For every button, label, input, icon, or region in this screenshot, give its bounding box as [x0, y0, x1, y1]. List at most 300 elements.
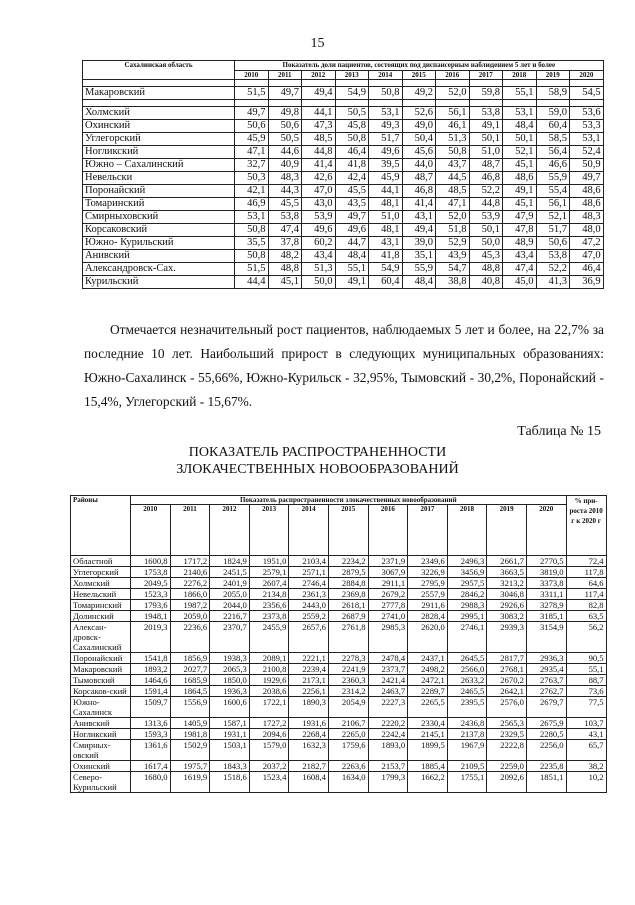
value-cell: 50,1 [469, 224, 503, 237]
value-cell: 2059,0 [170, 611, 210, 622]
value-cell: 44,6 [268, 146, 302, 159]
value-cell: 41,8 [335, 159, 369, 172]
value-cell: 2437,1 [408, 653, 448, 664]
value-cell: 45,6 [402, 146, 436, 159]
value-cell: 2436,8 [447, 718, 487, 729]
table-row [83, 211, 604, 224]
value-cell: 45,9 [235, 133, 269, 146]
value-cell: 52,0 [436, 211, 470, 224]
table-row [71, 600, 607, 611]
value-cell: 44,1 [369, 185, 403, 198]
value-cell: 2278,3 [328, 653, 368, 664]
value-cell: 55,1 [335, 263, 369, 276]
value-cell: 1361,6 [131, 740, 171, 761]
value-cell: 48,4 [503, 120, 537, 133]
region-name: Курильский [83, 276, 235, 289]
value-cell: 53,6 [570, 107, 604, 120]
growth-percent-cell: 56,2 [566, 622, 606, 653]
value-cell: 2242,4 [368, 729, 408, 740]
value-cell: 51,0 [469, 146, 503, 159]
table-row [83, 224, 604, 237]
region-name: Невельски [83, 172, 235, 185]
year-header: 2020 [526, 505, 566, 556]
value-cell: 1936,3 [210, 686, 250, 697]
value-cell: 3278,9 [526, 600, 566, 611]
value-cell: 50,8 [369, 87, 403, 100]
value-cell: 1987,2 [170, 600, 210, 611]
value-cell: 49,0 [402, 120, 436, 133]
value-cell: 1856,9 [170, 653, 210, 664]
value-cell: 1759,6 [328, 740, 368, 761]
value-cell: 48,0 [570, 224, 604, 237]
value-cell: 3067,9 [368, 567, 408, 578]
table-row [71, 556, 607, 567]
value-cell: 3226,9 [408, 567, 448, 578]
value-cell: 52,2 [469, 185, 503, 198]
value-cell: 2289,7 [408, 686, 448, 697]
value-cell: 2762,7 [526, 686, 566, 697]
region-name: Анивский [71, 718, 131, 729]
table-row [71, 664, 607, 675]
value-cell: 2935,4 [526, 664, 566, 675]
value-cell: 2618,1 [328, 600, 368, 611]
value-cell: 53,9 [469, 211, 503, 224]
value-cell: 2236,6 [170, 622, 210, 653]
region-name: Охинский [71, 761, 131, 772]
value-cell: 35,1 [402, 250, 436, 263]
region-name: Макаровский [71, 664, 131, 675]
value-cell: 53,1 [235, 211, 269, 224]
value-cell: 2241,9 [328, 664, 368, 675]
table-row [71, 622, 607, 653]
value-cell: 1503,1 [210, 740, 250, 761]
value-cell: 2421,4 [368, 675, 408, 686]
value-cell: 45,1 [503, 198, 537, 211]
value-cell: 47,9 [503, 211, 537, 224]
value-cell: 51,7 [369, 133, 403, 146]
table-row [71, 611, 607, 622]
value-cell: 1793,6 [131, 600, 171, 611]
value-cell: 50,6 [235, 120, 269, 133]
value-cell: 49,7 [235, 107, 269, 120]
value-cell: 3083,2 [487, 611, 527, 622]
value-cell: 50,8 [235, 224, 269, 237]
region-name: Холмский [71, 578, 131, 589]
year-header: 2015 [402, 71, 436, 80]
value-cell: 51,5 [235, 87, 269, 100]
value-cell: 2094,6 [249, 729, 289, 740]
value-cell: 48,4 [402, 276, 436, 289]
value-cell: 51,5 [235, 263, 269, 276]
value-cell: 2256,0 [526, 740, 566, 761]
value-cell: 2763,7 [526, 675, 566, 686]
spacer-row [83, 80, 604, 87]
value-cell: 2565,3 [487, 718, 527, 729]
region-header: Сахалинская область [83, 61, 235, 80]
value-cell: 1851,1 [526, 772, 566, 793]
value-cell: 2103,4 [289, 556, 329, 567]
value-cell: 1593,3 [131, 729, 171, 740]
value-cell: 39,5 [369, 159, 403, 172]
value-cell: 3373,8 [526, 578, 566, 589]
value-cell: 44,5 [436, 172, 470, 185]
table-row [71, 697, 607, 718]
value-cell: 1579,0 [249, 740, 289, 761]
value-cell: 2100,8 [249, 664, 289, 675]
value-cell: 54,9 [369, 263, 403, 276]
value-cell: 48,8 [268, 263, 302, 276]
value-cell: 2373,7 [368, 664, 408, 675]
value-cell: 1938,3 [210, 653, 250, 664]
value-cell: 2607,4 [249, 578, 289, 589]
value-cell: 50,8 [335, 133, 369, 146]
table-row [83, 159, 604, 172]
value-cell: 2259,0 [487, 761, 527, 772]
growth-percent-cell: 63,5 [566, 611, 606, 622]
value-cell: 2360,3 [328, 675, 368, 686]
value-cell: 59,0 [536, 107, 570, 120]
value-cell: 2356,6 [249, 600, 289, 611]
value-cell: 3185,1 [526, 611, 566, 622]
value-cell: 2478,4 [368, 653, 408, 664]
value-cell: 1608,4 [289, 772, 329, 793]
value-cell: 45,5 [335, 185, 369, 198]
value-cell: 1885,4 [408, 761, 448, 772]
region-name: Охинский [83, 120, 235, 133]
value-cell: 53,8 [268, 211, 302, 224]
year-header: 2018 [447, 505, 487, 556]
value-cell: 48,7 [469, 159, 503, 172]
value-cell: 2828,4 [408, 611, 448, 622]
value-cell: 50,0 [469, 237, 503, 250]
value-cell: 2795,9 [408, 578, 448, 589]
value-cell: 2038,6 [249, 686, 289, 697]
value-cell: 50,9 [570, 159, 604, 172]
value-cell: 49,8 [268, 107, 302, 120]
region-name: Томаринский [71, 600, 131, 611]
value-cell: 1722,1 [249, 697, 289, 718]
value-cell: 53,8 [536, 250, 570, 263]
value-cell: 48,9 [503, 237, 537, 250]
value-cell: 2496,3 [447, 556, 487, 567]
value-cell: 2044,0 [210, 600, 250, 611]
value-cell: 2465,5 [447, 686, 487, 697]
value-cell: 3046,8 [487, 589, 527, 600]
table-row [71, 740, 607, 761]
value-cell: 46,4 [570, 263, 604, 276]
growth-percent-cell: 77,5 [566, 697, 606, 718]
value-cell: 2330,4 [408, 718, 448, 729]
value-cell: 1518,6 [210, 772, 250, 793]
region-name: Поронайский [71, 653, 131, 664]
year-header: 2017 [408, 505, 448, 556]
value-cell: 3456,9 [447, 567, 487, 578]
metric-header: Показатель доли пациентов, состоящих под диспансерным наблюдением 5 лет и более [235, 61, 604, 71]
year-header: 2016 [368, 505, 408, 556]
value-cell: 2576,0 [487, 697, 527, 718]
value-cell: 2280,5 [526, 729, 566, 740]
value-cell: 1600,6 [210, 697, 250, 718]
growth-percent-cell: 117,8 [566, 567, 606, 578]
region-name: Ногликский [83, 146, 235, 159]
value-cell: 45,5 [268, 198, 302, 211]
value-cell: 2239,4 [289, 664, 329, 675]
table-row [83, 133, 604, 146]
value-cell: 50,1 [503, 133, 537, 146]
growth-percent-cell: 43,1 [566, 729, 606, 740]
value-cell: 1685,9 [170, 675, 210, 686]
year-header: 2014 [289, 505, 329, 556]
value-cell: 2566,0 [447, 664, 487, 675]
region-name: Корсаков-ский [71, 686, 131, 697]
value-cell: 3819,0 [526, 567, 566, 578]
region-name: Невельский [71, 589, 131, 600]
region-name: Северо-Курильский [71, 772, 131, 793]
value-cell: 2741,0 [368, 611, 408, 622]
value-cell: 49,7 [268, 87, 302, 100]
region-name: Анивский [83, 250, 235, 263]
value-cell: 47,1 [235, 146, 269, 159]
value-cell: 2145,1 [408, 729, 448, 740]
value-cell: 41,8 [369, 250, 403, 263]
value-cell: 50,5 [335, 107, 369, 120]
value-cell: 2234,2 [328, 556, 368, 567]
value-cell: 2140,6 [170, 567, 210, 578]
value-cell: 2879,5 [328, 567, 368, 578]
growth-percent-cell: 82,8 [566, 600, 606, 611]
value-cell: 45,3 [469, 250, 503, 263]
value-cell: 44,8 [302, 146, 336, 159]
years-row [71, 505, 607, 556]
growth-percent-cell: 73,6 [566, 686, 606, 697]
value-cell: 53,1 [369, 107, 403, 120]
growth-percent-cell: 10,2 [566, 772, 606, 793]
value-cell: 2268,4 [289, 729, 329, 740]
value-cell: 54,7 [436, 263, 470, 276]
value-cell: 2137,8 [447, 729, 487, 740]
year-header: 2010 [131, 505, 171, 556]
value-cell: 2222,8 [487, 740, 527, 761]
value-cell: 51,3 [302, 263, 336, 276]
table-row [71, 567, 607, 578]
value-cell: 1634,0 [328, 772, 368, 793]
value-cell: 1948,1 [131, 611, 171, 622]
value-cell: 48,6 [570, 198, 604, 211]
value-cell: 2395,5 [447, 697, 487, 718]
value-cell: 49,7 [335, 211, 369, 224]
value-cell: 2373,8 [249, 611, 289, 622]
value-cell: 53,8 [469, 107, 503, 120]
value-cell: 1405,9 [170, 718, 210, 729]
table-row [71, 675, 607, 686]
value-cell: 45,1 [268, 276, 302, 289]
value-cell: 2455,9 [249, 622, 289, 653]
value-cell: 50,6 [536, 237, 570, 250]
value-cell: 40,8 [469, 276, 503, 289]
value-cell: 45,8 [335, 120, 369, 133]
region-name: Макаровский [83, 87, 235, 100]
value-cell: 55,1 [503, 87, 537, 100]
table-row [83, 263, 604, 276]
value-cell: 1727,2 [249, 718, 289, 729]
value-cell: 1502,9 [170, 740, 210, 761]
value-cell: 1929,6 [249, 675, 289, 686]
growth-percent-cell: 38,2 [566, 761, 606, 772]
value-cell: 2633,2 [447, 675, 487, 686]
table-row [83, 107, 604, 120]
value-cell: 2182,7 [289, 761, 329, 772]
table-row [83, 185, 604, 198]
prevalence-table [70, 495, 607, 793]
value-cell: 3154,9 [526, 622, 566, 653]
value-cell: 2109,5 [447, 761, 487, 772]
growth-percent-cell: 90,5 [566, 653, 606, 664]
value-cell: 52,2 [536, 263, 570, 276]
value-cell: 52,0 [436, 87, 470, 100]
value-cell: 2846,2 [447, 589, 487, 600]
value-cell: 2054,9 [328, 697, 368, 718]
table-row [71, 686, 607, 697]
value-cell: 2661,7 [487, 556, 527, 567]
value-cell: 2173,1 [289, 675, 329, 686]
value-cell: 1975,7 [170, 761, 210, 772]
value-cell: 1509,7 [131, 697, 171, 718]
table-row [83, 146, 604, 159]
value-cell: 2939,3 [487, 622, 527, 653]
value-cell: 2055,0 [210, 589, 250, 600]
value-cell: 2911,6 [408, 600, 448, 611]
value-cell: 42,6 [302, 172, 336, 185]
year-header: 2016 [436, 71, 470, 80]
region-name: Южно- Курильский [83, 237, 235, 250]
value-cell: 2777,8 [368, 600, 408, 611]
spacer-row [83, 100, 604, 107]
value-cell: 1717,2 [170, 556, 210, 567]
value-cell: 2642,1 [487, 686, 527, 697]
value-cell: 2761,8 [328, 622, 368, 653]
value-cell: 43,0 [302, 198, 336, 211]
value-cell: 2329,5 [487, 729, 527, 740]
year-header: 2014 [369, 71, 403, 80]
value-cell: 2498,2 [408, 664, 448, 675]
region-name: Южно-Сахалинск [71, 697, 131, 718]
value-cell: 52,9 [436, 237, 470, 250]
value-cell: 48,3 [570, 211, 604, 224]
value-cell: 43,9 [436, 250, 470, 263]
value-cell: 39,0 [402, 237, 436, 250]
value-cell: 46,6 [536, 159, 570, 172]
growth-percent-cell: 72,4 [566, 556, 606, 567]
value-cell: 2687,9 [328, 611, 368, 622]
value-cell: 49,2 [402, 87, 436, 100]
value-cell: 49,6 [335, 224, 369, 237]
table-row [83, 87, 604, 100]
value-cell: 2679,7 [526, 697, 566, 718]
value-cell: 1755,1 [447, 772, 487, 793]
value-cell: 2884,8 [328, 578, 368, 589]
value-cell: 1523,4 [249, 772, 289, 793]
metric-header: Показатель распространенности злокачественных новообразований [131, 496, 567, 505]
table-row [71, 589, 607, 600]
value-cell: 1967,9 [447, 740, 487, 761]
value-cell: 52,1 [536, 211, 570, 224]
region-name: Южно – Сахалинский [83, 159, 235, 172]
value-cell: 1523,3 [131, 589, 171, 600]
value-cell: 48,6 [503, 172, 537, 185]
table-row [71, 772, 607, 793]
value-cell: 2988,3 [447, 600, 487, 611]
value-cell: 2670,2 [487, 675, 527, 686]
value-cell: 56,4 [536, 146, 570, 159]
region-name: Областной [71, 556, 131, 567]
value-cell: 50,1 [469, 133, 503, 146]
value-cell: 2679,2 [368, 589, 408, 600]
value-cell: 54,9 [335, 87, 369, 100]
value-cell: 2746,1 [447, 622, 487, 653]
region-name: Тымовский [71, 675, 131, 686]
value-cell: 58,9 [536, 87, 570, 100]
value-cell: 2370,7 [210, 622, 250, 653]
value-cell: 52,1 [503, 146, 537, 159]
region-name: Корсаковский [83, 224, 235, 237]
value-cell: 2675,9 [526, 718, 566, 729]
value-cell: 53,1 [503, 107, 537, 120]
region-name: Томаринский [83, 198, 235, 211]
value-cell: 1587,1 [210, 718, 250, 729]
value-cell: 56,1 [536, 198, 570, 211]
value-cell: 2065,3 [210, 664, 250, 675]
year-header: 2010 [235, 71, 269, 80]
value-cell: 2263,6 [328, 761, 368, 772]
value-cell: 48,4 [335, 250, 369, 263]
value-cell: 50,6 [268, 120, 302, 133]
value-cell: 46,8 [402, 185, 436, 198]
value-cell: 2220,2 [368, 718, 408, 729]
value-cell: 50,5 [268, 133, 302, 146]
value-cell: 36,9 [570, 276, 604, 289]
value-cell: 44,7 [335, 237, 369, 250]
value-cell: 2314,2 [328, 686, 368, 697]
value-cell: 53,9 [302, 211, 336, 224]
region-name: Алексан-дровск-Сахалинский [71, 622, 131, 653]
value-cell: 2235,8 [526, 761, 566, 772]
value-cell: 1617,4 [131, 761, 171, 772]
value-cell: 2037,2 [249, 761, 289, 772]
value-cell: 2153,7 [368, 761, 408, 772]
growth-percent-cell: 117,4 [566, 589, 606, 600]
value-cell: 51,8 [436, 224, 470, 237]
value-cell: 49,4 [302, 87, 336, 100]
value-cell: 2559,2 [289, 611, 329, 622]
value-cell: 2106,7 [328, 718, 368, 729]
year-header: 2019 [536, 71, 570, 80]
value-cell: 50,0 [302, 276, 336, 289]
value-cell: 48,1 [369, 224, 403, 237]
value-cell: 2657,6 [289, 622, 329, 653]
value-cell: 49,1 [503, 185, 537, 198]
value-cell: 1600,8 [131, 556, 171, 567]
value-cell: 41,4 [402, 198, 436, 211]
value-cell: 53,3 [570, 120, 604, 133]
value-cell: 59,8 [469, 87, 503, 100]
year-header: 2020 [570, 71, 604, 80]
value-cell: 32,7 [235, 159, 269, 172]
value-cell: 2817,7 [487, 653, 527, 664]
value-cell: 2557,9 [408, 589, 448, 600]
value-cell: 1313,6 [131, 718, 171, 729]
year-header: 2013 [335, 71, 369, 80]
page-number: 15 [310, 36, 325, 51]
